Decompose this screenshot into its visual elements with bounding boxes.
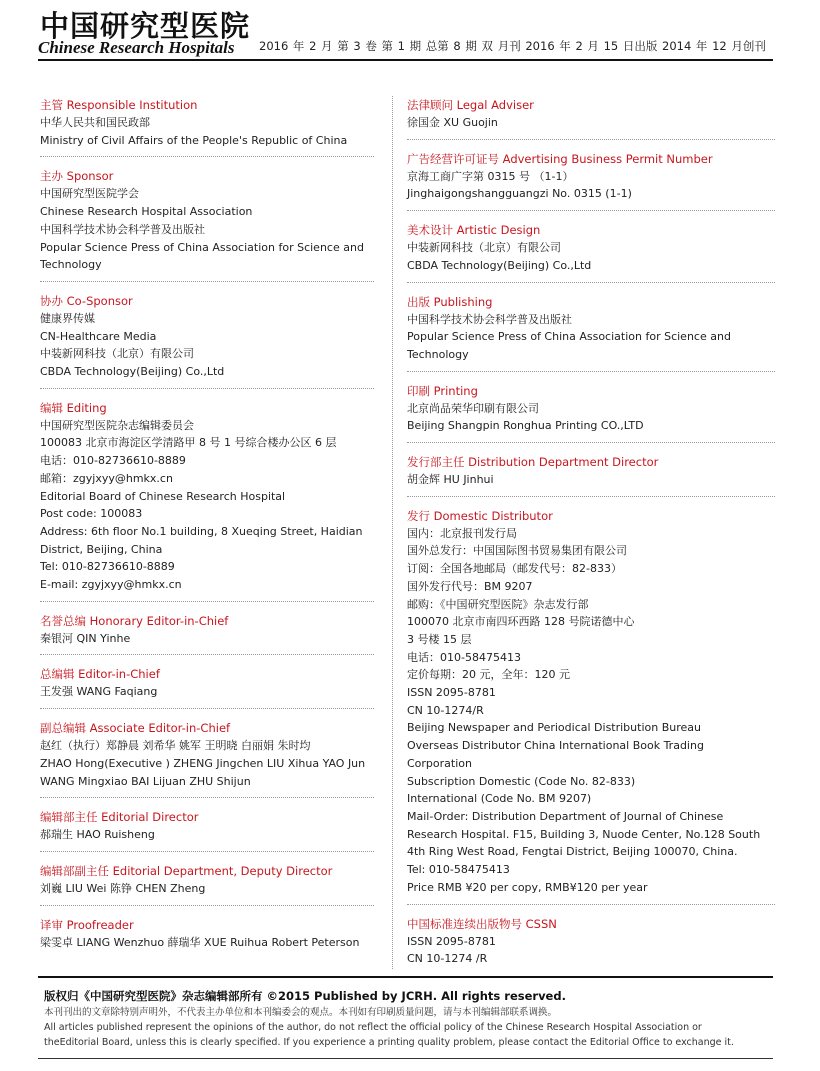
section-title: 编辑部主任 Editorial Director [40, 810, 199, 825]
section-line: 郝瑞生 HAO Ruisheng [40, 828, 155, 842]
section-title: 美术设计 Artistic Design [407, 223, 541, 238]
section-line: Price RMB ¥20 per copy, RMB¥120 per year [407, 880, 648, 894]
section-line: ISSN 2095-8781 [407, 934, 496, 948]
section-line: 定价每期：20 元，全年：120 元 [407, 668, 570, 682]
masthead-section [407, 293, 775, 372]
footer-rule [38, 976, 773, 978]
section-title: 主办 Sponsor [40, 169, 114, 184]
section-line: 胡金辉 HU Jinhui [407, 473, 494, 487]
section-line: 100083 北京市海淀区学清路甲 8 号 1 号综合楼办公区 6 层 [40, 436, 337, 450]
section-line: 订阅：全国各地邮局（邮发代号：82-833） [407, 562, 622, 576]
section-line: Address: 6th floor No.1 building, 8 Xueqing Street, Haidian [40, 524, 363, 538]
section-line: Technology [407, 347, 469, 361]
section-line: CBDA Technology(Beijing) Co.,Ltd [40, 365, 225, 379]
section-line: 国外总发行：中国国际图书贸易集团有限公司 [407, 544, 627, 558]
journal-logo-en: Chinese Research Hospitals [38, 38, 235, 57]
section-line: CN 10-1274/R [407, 703, 484, 717]
section-line: 王发强 WANG Faqiang [40, 685, 158, 699]
masthead-section [40, 862, 374, 906]
page-end-rule [38, 1058, 773, 1059]
left-column [40, 96, 374, 968]
section-title: 中国标准连续出版物号 CSSN [407, 916, 557, 931]
section-line: Research Hospital. F15, Building 3, Nuode Center, No.128 South [407, 827, 761, 841]
masthead-section [40, 167, 374, 282]
section-line: WANG Mingxiao BAI Lijuan ZHU Shijun [40, 774, 251, 788]
section-line: 中华人民共和国民政部 [40, 116, 150, 129]
masthead-section [40, 292, 374, 389]
section-title: 副总编辑 Associate Editor-in-Chief [40, 721, 231, 736]
section-line: 中装新网科技（北京）有限公司 [40, 347, 194, 361]
section-line: 梁雯卓 LIANG Wenzhuo 薛瑞华 XUE Ruihua Robert Peterson [40, 935, 360, 949]
masthead-section [40, 96, 374, 157]
section-line: Jinghaigongshangguangzi No. 0315 (1-1) [407, 187, 632, 201]
masthead-section [407, 453, 775, 497]
section-line: Beijing Shangpin Ronghua Printing CO.,LTD [407, 419, 644, 433]
section-title: 编辑部副主任 Editorial Department, Deputy Director [40, 863, 333, 878]
masthead-section [407, 382, 775, 443]
section-line: Technology [40, 258, 102, 272]
footer [44, 988, 749, 1050]
section-line: 健康界传媒 [40, 311, 95, 325]
section-line: E-mail: zgyjxyy@hmkx.cn [40, 578, 182, 592]
section-line: 中国研究型医院学会 [40, 187, 139, 201]
section-title: 印刷 Printing [407, 383, 478, 398]
section-title: 总编辑 Editor-in-Chief [40, 667, 160, 682]
journal-logo-cn: 中国研究型医院 [40, 9, 251, 43]
section-line: Beijing Newspaper and Periodical Distribution Bureau [407, 721, 701, 735]
section-line: 中国研究型医院杂志编辑委员会 [40, 418, 194, 432]
section-line: 中装新网科技（北京）有限公司 [407, 241, 561, 255]
section-line: Editorial Board of Chinese Research Hospital [40, 489, 286, 503]
section-line: International (Code No. BM 9207) [407, 792, 592, 806]
column-divider [392, 96, 393, 969]
masthead-section [407, 150, 775, 211]
section-line: 中国科学技术协会科学普及出版社 [407, 312, 572, 326]
section-line: ZHAO Hong(Executive ) ZHENG Jingchen LIU Xihua YAO Jun [40, 756, 366, 770]
masthead-section [40, 916, 374, 959]
section-title: 广告经营许可证号 Advertising Business Permit Number [407, 151, 713, 166]
section-line: Mail-Order: Distribution Department of Journal of Chinese [407, 809, 724, 823]
masthead-section [407, 221, 775, 282]
section-line: Subscription Domestic (Code No. 82-833) [407, 774, 636, 788]
section-line: Post code: 100083 [40, 507, 143, 521]
section-line: CN-Healthcare Media [40, 329, 157, 343]
section-line: 国内：北京报刊发行局 [407, 526, 517, 540]
masthead-section [407, 507, 775, 905]
section-title: 译审 Proofreader [40, 917, 134, 932]
section-line: 邮购：《中国研究型医院》杂志发行部 [407, 597, 589, 611]
section-title: 法律顾问 Legal Adviser [407, 98, 534, 112]
masthead-section [40, 399, 374, 602]
section-line: CBDA Technology(Beijing) Co.,Ltd [407, 258, 592, 272]
section-line: 3 号楼 15 层 [407, 632, 472, 646]
section-line: Overseas Distributor China International Book Trading [407, 739, 704, 753]
section-line: 国外发行代号：BM 9207 [407, 579, 533, 593]
section-line: 电话：010-58475413 [407, 650, 521, 664]
masthead-section [40, 612, 374, 656]
section-title: 发行部主任 Distribution Department Director [407, 455, 659, 470]
section-line: 秦银河 QIN Yinhe [40, 631, 131, 645]
section-line: 京海工商广字第 0315 号 （1-1） [407, 169, 574, 183]
section-line: Tel: 010-82736610-8889 [40, 560, 175, 574]
section-title: 出版 Publishing [407, 294, 493, 309]
masthead-section [40, 665, 374, 709]
header-rule [38, 59, 773, 61]
section-line: Corporation [407, 756, 472, 770]
section-line: CN 10-1274 /R [407, 952, 488, 966]
section-line: 电话：010-82736610-8889 [40, 454, 186, 468]
section-line: Popular Science Press of China Association for Science and [407, 330, 731, 344]
section-title: 发行 Domestic Distributor [407, 508, 553, 523]
section-line: Popular Science Press of China Association for Science and [40, 240, 364, 254]
section-title: 编辑 Editing [40, 400, 107, 415]
section-line: 赵红（执行）郑静晨 刘希华 姚军 王明晓 白丽娟 朱时均 [40, 739, 311, 753]
section-line: 100070 北京市南四环西路 128 号院诺德中心 [407, 615, 635, 629]
section-title: 协办 Co-Sponsor [40, 293, 133, 308]
masthead-section [40, 719, 374, 798]
masthead-section [407, 96, 775, 140]
section-line: 刘巍 LIU Wei 陈铮 CHEN Zheng [40, 881, 206, 895]
copyright-line: 版权归《中国研究型医院》杂志编辑部所有 ©2015 Published by JCRH. All rights reserved. [44, 989, 566, 1003]
section-line: Ministry of Civil Affairs of the People's Republic of China [40, 133, 348, 147]
section-line: 邮箱：zgyjxyy@hmkx.cn [40, 471, 173, 485]
section-line: 中国科学技术协会科学普及出版社 [40, 222, 205, 236]
section-line: Tel: 010-58475413 [407, 863, 510, 877]
section-line: 北京尚品荣华印刷有限公司 [407, 401, 539, 415]
section-line: ISSN 2095-8781 [407, 686, 496, 700]
section-line: 徐国金 XU Guojin [407, 116, 498, 129]
section-line: Chinese Research Hospital Association [40, 205, 253, 219]
masthead [38, 4, 773, 60]
issue-info: 2016 年 2 月 第 3 卷 第 1 期 总第 8 期 双 月刊 2016 年 2 月 15 日出版 2014 年 12 月创刊 [259, 39, 766, 53]
section-title: 名誉总编 Honorary Editor-in-Chief [40, 613, 229, 628]
disclaimer-en: All articles published represent the opinions of the author, do not reflect the official policy of the Chinese Research Hospital Association or theEditorial Board, unless this is clearly specified. If you experience a printing quality problem, please contact the Editorial Office to exchange it. [44, 1022, 734, 1048]
section-line: 4th Ring West Road, Fengtai District, Beijing 100070, China. [407, 845, 738, 859]
disclaimer-cn: 本刊刊出的文章除特别声明外，不代表主办单位和本刊编委会的观点。本刊如有印刷质量问题，请与本刊编辑部联系调换。 [44, 1007, 558, 1018]
right-column [407, 96, 775, 985]
masthead-section [40, 808, 374, 852]
section-line: District, Beijing, China [40, 542, 163, 556]
section-title: 主管 Responsible Institution [40, 98, 198, 112]
masthead-section [407, 915, 775, 975]
